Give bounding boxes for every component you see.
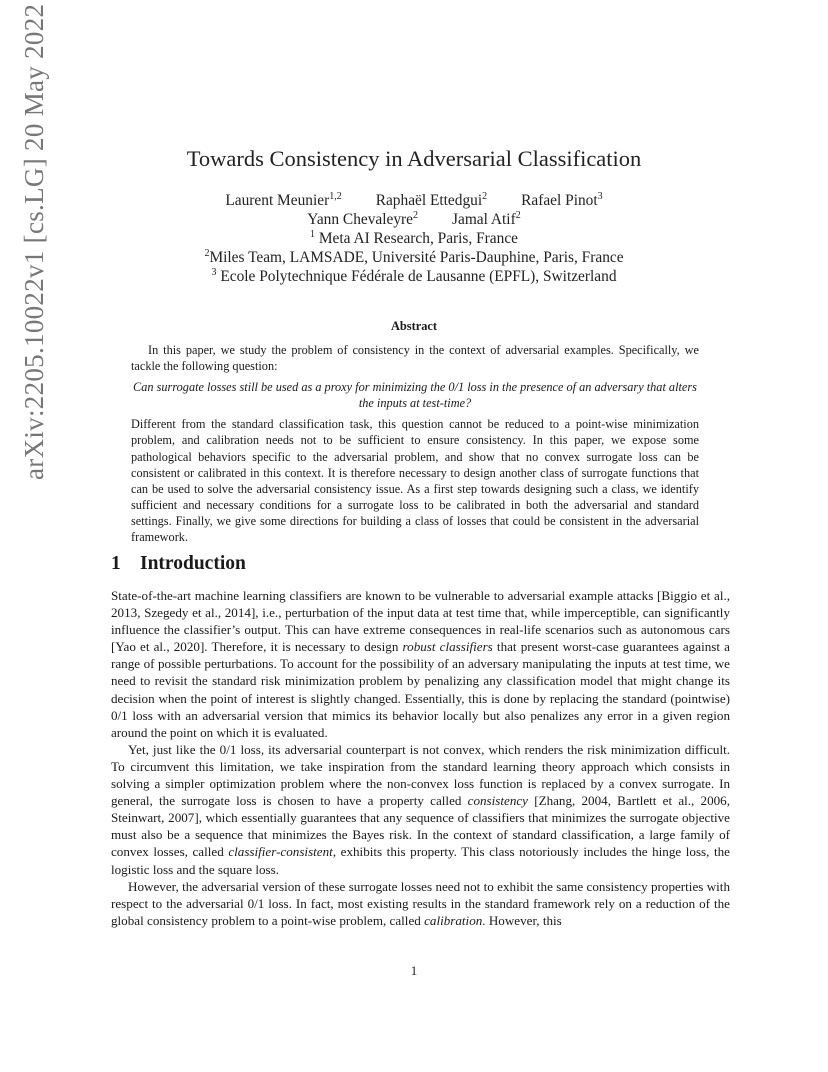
affiliation-mark: 3 <box>211 266 217 278</box>
affiliation-text: Ecole Polytechnique Fédérale de Lausanne (EPFL), Switzerland <box>216 268 617 285</box>
author-name: Yann Chevaleyre <box>307 211 414 228</box>
text-run: , exhibits this property. This class notoriously includes the hinge loss, the logistic loss and the square loss. <box>111 844 730 877</box>
affiliation-mark: 2 <box>204 247 210 259</box>
author-affiliation-mark: 1,2 <box>329 190 342 202</box>
body-paragraph <box>111 741 730 878</box>
text-run: Yet, just like the 0/1 loss, its adversarial counterpart is not convex, which renders the risk minimization difficult. To circumvent this limitation, we take inspiration from the standard learning theory approach which consists in solving a simpler optimization problem where the non-convex loss function is replaced by a convex surrogate. In general, the surrogate loss is chosen to have a property called <box>111 741 730 809</box>
author-affiliation-mark: 2 <box>413 209 419 221</box>
author-line-1 <box>0 192 828 210</box>
abstract-paragraph: Different from the standard classification task, this question cannot be reduced to a point-wise minimization problem, and calibration needs not to be sufficient to ensure consistency. In this paper, we expose some pathological behaviors specific to the adversarial problem, and show that no convex surrogate loss can be consistent or calibrated in this context. It is therefore necessary to design another class of surrogate functions that can be used to solve the adversarial consistency issue. As a first step towards designing such a class, we identify sufficient and necessary conditions for a surrogate loss to be calibrated in both the adversarial and standard settings. Finally, we give some directions for building a class of losses that could be consistent in the adversarial framework. <box>131 417 699 545</box>
section-number: 1 <box>111 553 121 574</box>
intro-body <box>111 587 730 929</box>
affiliation-mark: 1 <box>309 228 315 240</box>
author-affiliation-mark: 2 <box>482 190 488 202</box>
page-number: 1 <box>410 963 418 978</box>
abstract-question: Can surrogate losses still be used as a proxy for minimizing the 0/1 loss in the presence of an adversary that alters the inputs at test-time? <box>133 380 697 411</box>
author-name: Jamal Atif <box>452 211 516 228</box>
author-affiliation-mark: 3 <box>597 190 603 202</box>
author-affiliation-mark: 2 <box>515 209 521 221</box>
text-run: State-of-the-art machine learning classifiers are known to be vulnerable to adversarial example attacks [Biggio et al., 2013, Szegedy et al., 2014], i.e., perturbation of the input data at test time that, while imperceptible, can significantly influence the classifier’s output. This can have extreme consequences in real-life scenarios such as autonomous cars [Yao et al., 2020]. Therefore, it is necessary to design <box>111 588 730 655</box>
paper-title: Towards Consistency in Adversarial Classification <box>186 146 642 171</box>
text-run: . However, this <box>482 912 562 928</box>
author-name: Raphaël Ettedgui <box>375 192 483 209</box>
affiliation-text: Miles Team, LAMSADE, Université Paris-Dauphine, Paris, France <box>209 249 624 266</box>
abstract-heading: Abstract <box>390 319 438 333</box>
emphasis: classifier-consistent <box>228 844 333 860</box>
arxiv-identifier: arXiv:2205.10022v1 [cs.LG] 20 May 2022 <box>19 3 49 480</box>
text-run: [Zhang, 2004, Bartlett et al., 2006, Steinwart, 2007], which essentially guarantees that any sequence of classifiers that minimizes the surrogate objective must also be a sequence that minimizes the Bayes risk. In the context of standard classification, a large family of convex losses, called <box>111 793 730 860</box>
author-line-2 <box>0 211 828 229</box>
abstract-paragraph: In this paper, we study the problem of consistency in the context of adversarial examples. Specifically, we tackle the following question: <box>131 343 699 374</box>
text-run: that present worst-case guarantees against a range of possible perturbations. To account for the possibility of an adversary manipulating the inputs at test time, we need to revisit the standard risk minimization problem by penalizing any classification model that might change its decision when the point of interest is slightly changed. Essentially, this is done by replacing the standard (pointwise) 0/1 loss with an adversarial version that mimics its behavior locally but also penalizes any error in a given region around the point on which it is evaluated. <box>111 639 730 740</box>
affiliation-2 <box>0 249 828 267</box>
abstract-body <box>131 342 699 545</box>
emphasis: consistency <box>467 793 528 809</box>
author-name: Rafael Pinot <box>521 192 598 209</box>
affiliation-3 <box>0 268 828 286</box>
section-heading <box>111 553 246 575</box>
body-paragraph <box>111 587 730 741</box>
emphasis: robust classifiers <box>402 639 493 655</box>
text-run: However, the adversarial version of these surrogate losses need not to exhibit the same consistency properties with respect to the adversarial 0/1 loss. In fact, most existing results in the standard framework rely on a reduction of the global consistency problem to a point-wise problem, called <box>111 878 730 928</box>
body-paragraph <box>111 878 730 929</box>
affiliation-1 <box>0 230 828 248</box>
affiliation-text: Meta AI Research, Paris, France <box>314 230 518 247</box>
author-name: Laurent Meunier <box>225 192 330 209</box>
emphasis: calibration <box>424 912 483 928</box>
section-title: Introduction <box>140 553 246 574</box>
